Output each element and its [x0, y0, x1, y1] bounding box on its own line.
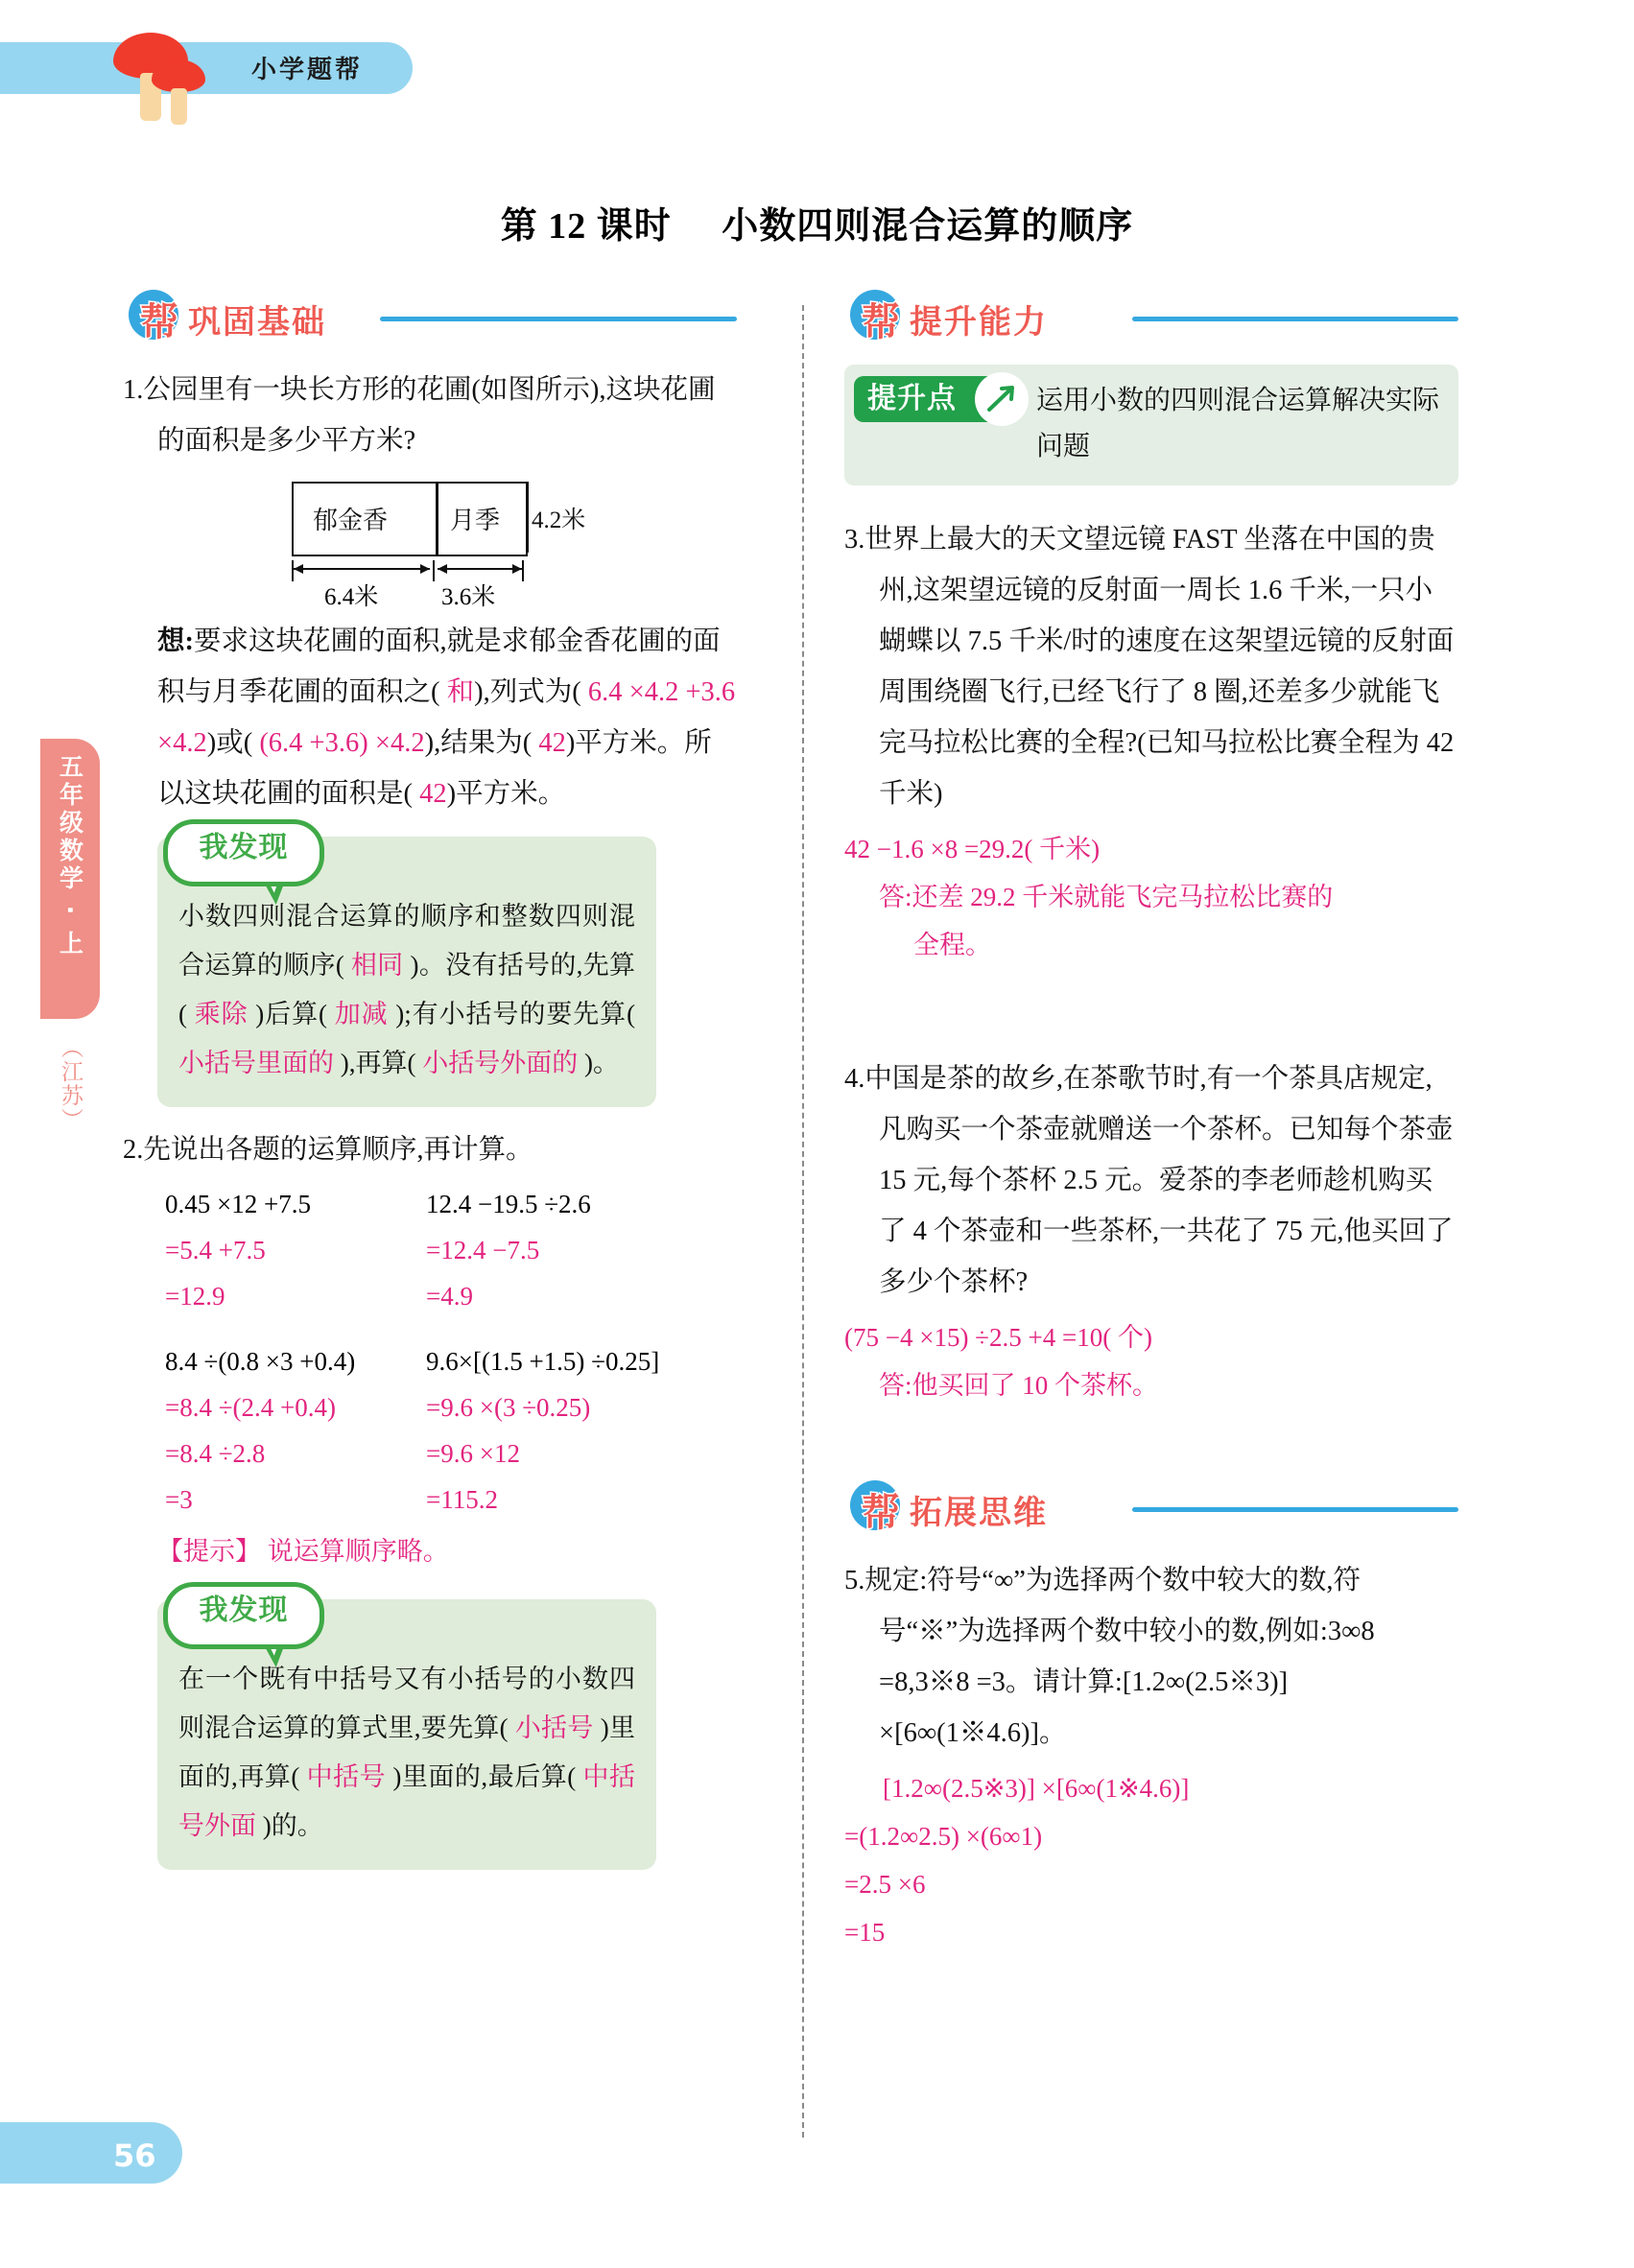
question-4-text: 中国是茶的故乡,在茶歌节时,有一个茶具店规定,凡购买一个茶壶就赠送一个茶杯。已知每个茶壶 15 元,每个茶杯 2.5 元。爱茶的李老师趁机购买了 4 个茶壶和一些茶杯,一共花了 75 元,他买回了多少个茶杯?	[864, 1064, 1454, 1297]
calc-step-4-3: =115.2	[426, 1485, 498, 1514]
section-header-ability	[844, 288, 1458, 349]
d2-t3: )里面的,最后算(	[392, 1762, 577, 1791]
think-line-2: 的面积与月季花圃的面积之(	[157, 626, 721, 707]
lesson-number: 第 12 课时	[500, 206, 672, 247]
d1-t2: )。没有括号的,先算(	[178, 951, 636, 1028]
answer-blank-2: 6.4 ×4.2 +3.6 ×4.2	[157, 677, 736, 758]
d1-a2: 乘除	[194, 1000, 249, 1028]
calc-expr-2: 12.4 −19.5 ÷2.6	[426, 1190, 591, 1218]
d1-a3: 加减	[334, 1000, 389, 1028]
edition-label: （江苏）	[58, 1036, 83, 1132]
column-divider	[802, 305, 804, 2138]
section-header-thinking	[844, 1478, 1458, 1540]
question-1-number: 1.	[123, 375, 144, 405]
section-title-foundation: 巩固基础	[188, 303, 326, 342]
section-badge-char-3: 帮	[862, 1491, 900, 1535]
question-3-solution-2: 答:还差 29.2 千米就能飞完马拉松比赛的	[879, 883, 1334, 911]
d2-a3: 中括号外面	[178, 1762, 636, 1840]
tip-box	[844, 365, 1458, 485]
page-title	[0, 196, 1634, 248]
d2-a2: 中括号	[306, 1762, 387, 1791]
hint-text: 说运算顺序略。	[267, 1537, 449, 1566]
calc-expr-4: 9.6×[(1.5 +1.5) ÷0.25]	[426, 1347, 660, 1376]
figure-label-tulip: 郁金香	[313, 507, 389, 534]
lesson-name: 小数四则混合运算的顺序	[722, 206, 1134, 247]
question-2-number: 2.	[123, 1135, 144, 1165]
question-4-solution-2: 答:他买回了 10 个茶杯。	[879, 1371, 1159, 1400]
d1-t3: )后算(	[255, 1000, 327, 1028]
calc-step-3-3: =3	[165, 1485, 193, 1514]
right-column	[844, 288, 1458, 1956]
left-column	[123, 288, 737, 1887]
calc-expr-3: 8.4 ÷(0.8 ×3 +0.4)	[165, 1347, 356, 1376]
figure-height-label: 4.2米	[532, 508, 586, 533]
section-title-ability: 提升能力	[910, 303, 1048, 342]
figure-height-bar	[527, 482, 529, 553]
discovery-bubble-label-2: 我发现	[199, 1594, 289, 1627]
flowerbed-figure	[292, 480, 608, 610]
discovery-bubble-2	[163, 1582, 324, 1649]
section-header-foundation	[123, 288, 737, 349]
think-label: 想:	[157, 626, 194, 656]
think-line-1: 要求这块花圃的面积,就是求郁金香花圃	[194, 626, 666, 656]
question-2-text: 先说出各题的运算顺序,再计算。	[143, 1135, 533, 1165]
dimension-arrow-left	[294, 568, 430, 570]
figure-width-left: 6.4米	[324, 584, 379, 610]
discovery-bubble-label-1: 我发现	[199, 831, 289, 864]
calc-step-1-1: =5.4 +7.5	[165, 1236, 266, 1264]
think-line-5: )或(	[206, 728, 253, 758]
think-line-4: 为(	[544, 677, 581, 707]
section-badge-char-2: 帮	[862, 300, 900, 344]
calc-step-3-1: =8.4 ÷(2.4 +0.4)	[165, 1393, 337, 1422]
tip-text: 运用小数的四则混合运算解决实际问题	[1036, 386, 1440, 461]
question-1	[123, 365, 737, 466]
question-3-number: 3.	[844, 525, 865, 555]
question-1-text: 公园里有一块长方形的花圃(如图所示),这块花圃的面积是多少平方米?	[143, 375, 716, 456]
calculation-grid	[165, 1181, 702, 1523]
d1-t1: 小数四则混合运算的顺序和整数四则混合运算的顺序(	[178, 902, 635, 980]
question-2	[123, 1124, 737, 1175]
question-5	[844, 1555, 1458, 1759]
calc-step-3-2: =8.4 ÷2.8	[165, 1439, 266, 1468]
question-5-text: 规定:符号“∞”为选择两个数中较大的数,符号“※”为选择两个数中较小的数,例如:3∞8 =8,3※8 =3。请计算:[1.2∞(2.5※3)] ×[6∞(1※4.6)]。	[864, 1566, 1375, 1748]
discovery-box-2	[157, 1594, 656, 1870]
edition-label-wrap	[40, 1036, 100, 1151]
question-3-solution-1: 42 −1.6 ×8 =29.2( 千米)	[844, 835, 1101, 863]
question-5-solution-4: =15	[844, 1918, 886, 1947]
question-3-text: 世界上最大的天文望远镜 FAST 坐落在中国的贵州,这架望远镜的反射面一周长 1.6 千米,一只小蝴蝶以 7.5 千米/时的速度在这架望远镜的反射面周围绕圈飞行,已经飞行了 8 圈,还差多少就能飞完马拉松比赛的全程?(已知马拉松比赛全程为 42 千米)	[864, 525, 1455, 809]
question-5-solution-1: [1.2∞(2.5※3)] ×[6∞(1※4.6)]	[883, 1774, 1190, 1803]
question-3-solution-3: 全程。	[913, 931, 991, 959]
d1-a4: 小括号里面的	[178, 1049, 334, 1077]
calc-step-4-2: =9.6 ×12	[426, 1439, 520, 1468]
rectangle-divider	[436, 484, 438, 555]
arrow-up-right-icon	[975, 372, 1029, 426]
hint-tag: 【提示】	[157, 1537, 261, 1566]
tip-badge-label: 提升点	[867, 382, 957, 415]
question-4-solution-1: (75 −4 ×15) ÷2.5 +4 =10( 个)	[844, 1323, 1152, 1352]
question-5-solution-2: =(1.2∞2.5) ×(6∞1)	[844, 1822, 1043, 1851]
d2-a1: 小括号	[514, 1713, 594, 1742]
calc-step-1-2: =12.9	[165, 1282, 225, 1311]
answer-blank-3: (6.4 +3.6) ×4.2	[259, 728, 425, 758]
d1-t4: );有小括号的要先算(	[395, 1000, 636, 1028]
figure-label-rose: 月季	[450, 507, 501, 534]
section-rule-2	[1132, 317, 1458, 321]
figure-dimensions	[292, 560, 524, 610]
d1-t5: ),再算(	[340, 1049, 416, 1077]
flowerbed-rectangle	[292, 482, 528, 556]
discovery-text-1	[178, 892, 635, 1088]
question-5-number: 5.	[844, 1566, 865, 1595]
calc-expr-1: 0.45 ×12 +7.5	[165, 1190, 311, 1218]
think-line-6: ),结果为(	[424, 728, 533, 758]
section-rule-3	[1132, 1507, 1458, 1512]
mushroom-icon-small	[152, 59, 205, 113]
think-line-8: )平方米。	[446, 779, 566, 809]
d1-t6: )。	[583, 1049, 619, 1077]
d1-a1: 相同	[350, 951, 404, 980]
discovery-text-2	[178, 1655, 635, 1851]
question-1-thinking	[123, 616, 737, 819]
answer-blank-5: 42	[419, 779, 447, 809]
section-title-thinking: 拓展思维	[910, 1494, 1048, 1532]
hint-line	[157, 1528, 737, 1574]
think-line-7: )平方米。所以这块花圃的面积是(	[157, 728, 712, 809]
question-3	[844, 514, 1458, 819]
question-4-number: 4.	[844, 1064, 865, 1094]
figure-width-right: 3.6米	[441, 584, 496, 610]
grade-subject-label: 五年级数学 · 上	[56, 754, 84, 958]
discovery-bubble-1	[163, 819, 324, 886]
discovery-box-1	[157, 831, 656, 1107]
calc-step-2-2: =4.9	[426, 1282, 473, 1311]
calc-step-4-1: =9.6 ×(3 ÷0.25)	[426, 1393, 591, 1422]
d2-t1: 在一个既有中括号又有小括号的小数四则混合运算的算式里,要先算(	[178, 1665, 635, 1742]
question-4	[844, 1053, 1458, 1308]
calc-step-2-1: =12.4 −7.5	[426, 1236, 540, 1264]
question-5-solution-3: =2.5 ×6	[844, 1870, 926, 1899]
page-number: 56	[113, 2138, 156, 2174]
section-rule	[380, 317, 737, 321]
answer-blank-1: 和	[446, 677, 475, 707]
think-line-3: ),列式	[474, 677, 545, 707]
d1-a5: 小括号外面的	[422, 1049, 579, 1077]
d2-t2: )里面的,再算(	[178, 1713, 636, 1791]
grade-subject-tab	[40, 739, 100, 1019]
brand-label: 小学题帮	[251, 56, 364, 84]
answer-blank-4: 42	[538, 728, 566, 758]
dimension-arrow-right	[438, 568, 522, 570]
section-badge-char: 帮	[140, 300, 178, 344]
d2-t4: )的。	[262, 1811, 323, 1840]
